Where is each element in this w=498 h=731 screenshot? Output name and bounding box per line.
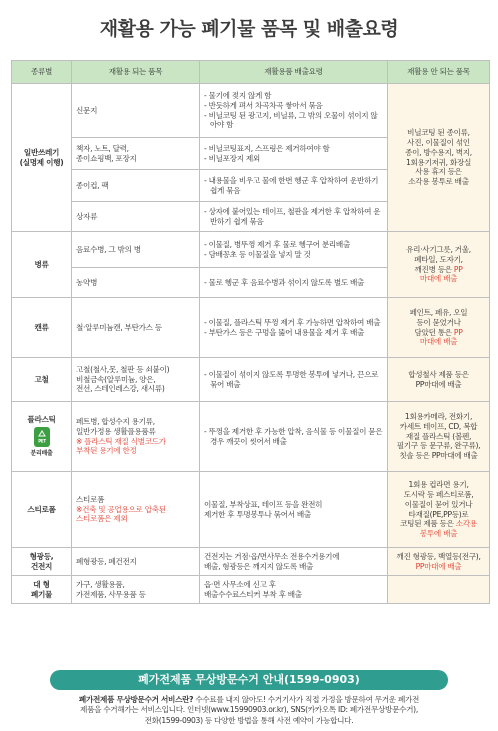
method-cell [200, 138, 388, 170]
col-header-category: 종류별 [12, 61, 72, 84]
table-row [12, 232, 490, 268]
item-text: 페트병, 합성수지 용기류, 일반가정용 생활플용품류 [76, 416, 156, 436]
not-text: 페인트, 페유, 오일 등이 묻었거나 담았던 통은 [409, 307, 468, 337]
not-recyclable-large [388, 576, 490, 604]
item-cell [72, 472, 200, 548]
method-cell: 이물질, 부착상표, 테이프 등을 완전히 제거한 후 투명봉투나 묶어서 배출 [200, 472, 388, 548]
disposal-table [11, 60, 490, 604]
item-cell: 폐형광등, 폐건전지 [72, 548, 200, 576]
item-note-red: ※ 플라스틱 재질 식별코드가 부착된 용기에 한정 [76, 436, 166, 456]
not-recyclable-plastic: 1회용카메라, 전화기, 카세트 테이프, CD, 복합 재질 플라스틱 (볼펜, 필기구 등 문구류, 완구류), 칫솔 등은 PP마대에 배출 [388, 402, 490, 472]
item-cell: 음료수병, 그 밖의 병 [72, 232, 200, 268]
method-line: - 반듯하게 펴서 차곡차곡 쌓아서 묶음 [204, 101, 383, 111]
footer-info [12, 695, 486, 726]
not-recyclable-paper: 비닐코팅 된 종이류, 사진, 이물질이 섞인 종이, 방수용지, 벽지, 1회용기저귀, 화장실 사용 휴지 등은 소각용 봉투로 배출 [388, 84, 490, 232]
category-cans: 캔류 [12, 298, 72, 358]
not-text-red: PP마대에 배출 [415, 561, 462, 571]
method-line: - 이물질, 병뚜껑 제거 후 물로 헹구어 분리배출 [204, 240, 383, 250]
footer-lead: 폐가전제품 무상방문수거 서비스란? [78, 695, 194, 704]
item-cell: 철·알루미늄캔, 부탄가스 등 [72, 298, 200, 358]
table-row [12, 576, 490, 604]
method-line: - 비닐코팅 된 광고지, 비닐류, 그 밖의 오물이 섞이지 않아야 함 [204, 111, 383, 131]
not-recyclable-scrap: 합성철사 제품 등은 PP마대에 배출 [388, 358, 490, 402]
category-large: 대 형 폐기물 [12, 576, 72, 604]
category-styrofoam: 스티로폼 [12, 472, 72, 548]
recycle-icon-label: 분리배출 [30, 449, 53, 457]
not-recyclable-bottles [388, 232, 490, 298]
not-recyclable-styrofoam [388, 472, 490, 548]
not-text-red: PP 마대에 배출 [419, 327, 463, 347]
table-row [12, 298, 490, 358]
category-label: 플라스틱 [27, 415, 56, 425]
recycle-icon-text: PET [37, 438, 46, 444]
footer-body: 수수료를 내지 않아도! 수거기사가 직접 가정을 방문하여 무거운 폐가전 제품을 수거해가는 서비스입니다. 인터넷(www.15990903.or.kr), SNS(카카오톡 ID: 폐가전무상방문수거), 전화(1599-0903) 등 다양한 방법을 통해 사전 예약이 가능합니다. [80, 695, 420, 725]
not-text: 깨진 형광등, 백열등(전구), [396, 551, 481, 561]
not-recyclable-cans [388, 298, 490, 358]
table-row [12, 402, 490, 472]
method-cell [200, 202, 388, 232]
item-cell: 책자, 노트, 달력, 종이쇼핑백, 포장지 [72, 138, 200, 170]
item-cell: 종이컵, 팩 [72, 170, 200, 202]
method-cell [200, 170, 388, 202]
item-cell: 가구, 생활용품, 가전제품, 사무용품 등 [72, 576, 200, 604]
recycle-icon [34, 427, 50, 447]
not-text: 1회용 컵라면 용기, 도시락 등 페스티로폼, 이물질이 묻어 있거나 타재질(PE,PP등)로 코팅된 제품 등은 [400, 479, 474, 529]
table-row [12, 472, 490, 548]
method-cell [200, 268, 388, 298]
method-line: - 이물질, 플라스틱 뚜껑 제거 후 가능하면 압착하여 배출 [204, 318, 383, 328]
col-header-method: 재활용품 배출요령 [200, 61, 388, 84]
not-text: 유리·사기그릇, 거울, 폐타일, 도자기, 깨진병 등은 [406, 244, 471, 274]
not-text-red: PP 마대에 배출 [419, 264, 463, 284]
table-row [12, 84, 490, 138]
col-header-recyclable: 재활용 되는 품목 [72, 61, 200, 84]
method-line: - 이물질이 섞이지 않도록 투명한 봉투에 넣거나, 끈으로 묶어 배출 [204, 370, 383, 390]
item-note-red: ※건축 및 공업용으로 압축된 스티로폼은 제외 [76, 504, 166, 524]
method-line: - 비닐코팅표지, 스프링은 제거하여야 함 [204, 144, 383, 154]
method-cell [200, 232, 388, 268]
method-line: - 비닐포장지 제외 [204, 154, 383, 164]
appliance-pickup-banner: 폐가전제품 무상방문수거 안내(1599-0903) [50, 670, 448, 690]
method-line: - 부탄가스 등은 구멍을 뚫어 내용물을 제거 후 배출 [204, 328, 383, 338]
category-scrap: 고철 [12, 358, 72, 402]
item-cell: 고철(철사,못, 철판 등 쇠붙이) 비철금속(알루미늄, 양은, 전선, 스테인레스강, 새시류) [72, 358, 200, 402]
method-cell [200, 298, 388, 358]
method-cell: 읍·면 사무소에 신고 후 배출수수료스티커 부착 후 배출 [200, 576, 388, 604]
method-cell [200, 402, 388, 472]
item-cell: 신문지 [72, 84, 200, 138]
method-line: - 물로 헹군 후 음료수병과 섞이지 않도록 별도 배출 [204, 278, 383, 288]
method-line: - 물기에 젖지 않게 함 [204, 91, 383, 101]
item-text: 스티로폼 [76, 494, 105, 504]
page-title: 재활용 가능 폐기물 품목 및 배출요령 [99, 18, 399, 40]
table-row [12, 358, 490, 402]
method-line: - 내용물을 비우고 물에 한번 헹군 후 압착하여 운반하기 쉽게 묶음 [204, 176, 383, 196]
item-cell [72, 402, 200, 472]
item-cell: 농약병 [72, 268, 200, 298]
col-header-not-recyclable: 재활용 안 되는 품목 [388, 61, 490, 84]
category-paper: 일반쓰레기 (실명제 이행) [12, 84, 72, 232]
category-plastic [12, 402, 72, 472]
not-recyclable-lamps [388, 548, 490, 576]
method-line: - 뚜껑을 제거한 후 가능한 압착, 음식물 등 이물질이 묻은 경우 깨끗이 씻어서 배출 [204, 427, 383, 447]
item-cell: 상자류 [72, 202, 200, 232]
table-row [12, 548, 490, 576]
method-line: - 담배꽁초 등 이물질을 넣지 말 것 [204, 250, 383, 260]
category-bottles: 병류 [12, 232, 72, 298]
method-cell: 건전지는 거점·읍/면사무소 전용수거용기에 배출, 형광등은 깨지지 않도록 배출 [200, 548, 388, 576]
method-cell [200, 358, 388, 402]
category-lamps: 형광등, 건전지 [12, 548, 72, 576]
not-text-red: 소각용 봉투에 배출 [419, 519, 477, 539]
method-line: - 상자에 붙어있는 테이프, 철판을 제거한 후 압착하여 운반하기 쉽게 묶음 [204, 207, 383, 227]
method-cell [200, 84, 388, 138]
table-header-row [12, 61, 490, 84]
